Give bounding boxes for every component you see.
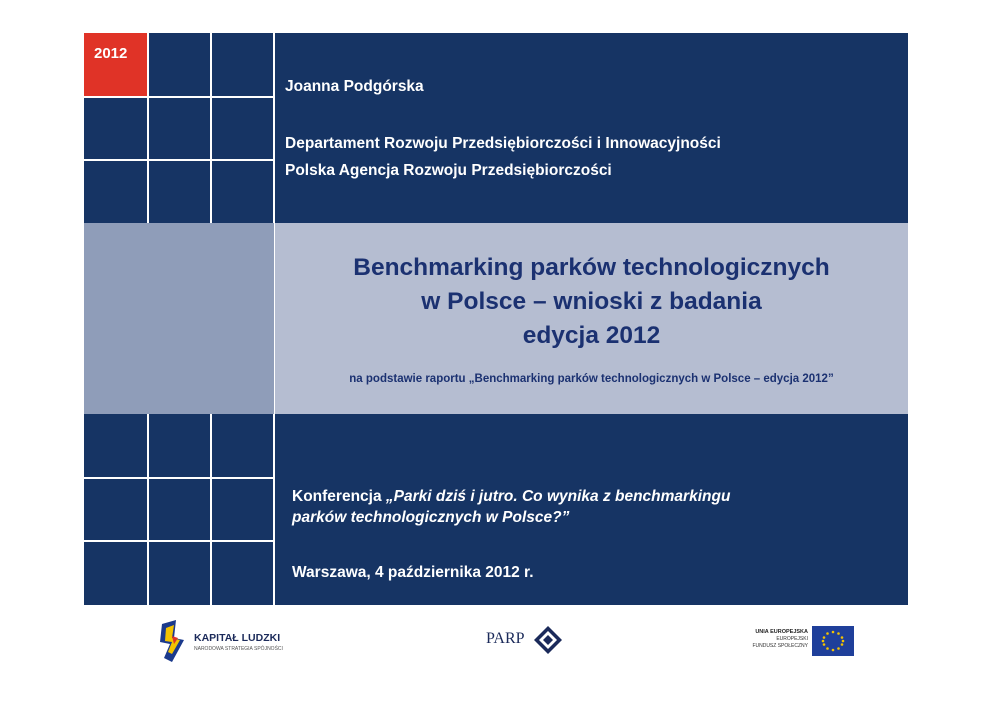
eu-line-1: UNIA EUROPEJSKA — [755, 629, 808, 635]
conference-prefix: Konferencja — [292, 488, 386, 505]
department — [285, 130, 721, 184]
title-line-2: w Polsce – wnioski z badania — [421, 288, 762, 315]
parp-logo — [486, 626, 566, 660]
place-and-date: Warszawa, 4 października 2012 r. — [292, 564, 534, 581]
title-slide — [84, 33, 908, 605]
presentation-title — [275, 251, 908, 353]
eu-flag-icon — [812, 626, 854, 656]
eu-logo — [744, 626, 854, 660]
title-line-3: edycja 2012 — [522, 322, 661, 349]
kapital-ludzki-subtitle: NARODOWA STRATEGIA SPÓJNOŚCI — [194, 646, 283, 652]
eu-text — [752, 629, 808, 650]
presentation-subtitle: na podstawie raportu „Benchmarking parków technologicznych w Polsce – edycja 2012” — [349, 373, 834, 385]
kapital-ludzki-name: KAPITAŁ LUDZKI — [194, 632, 281, 644]
logo-strip — [0, 618, 992, 668]
eu-line-3: FUNDUSZ SPOŁECZNY — [752, 643, 808, 649]
grid-line — [147, 414, 149, 605]
year-label: 2012 — [94, 45, 128, 62]
grid-line — [147, 33, 149, 223]
eu-line-2: EUROPEJSKI — [776, 636, 808, 642]
grid-line — [84, 159, 274, 161]
grid-line — [210, 414, 212, 605]
year-badge — [84, 33, 147, 96]
author-name: Joanna Podgórska — [285, 78, 424, 95]
band-left-block — [84, 223, 274, 414]
conference-info — [292, 486, 730, 528]
grid-line — [84, 477, 274, 479]
grid-line — [84, 96, 274, 98]
conference-title-line-2: parków technologicznych w Polsce?” — [292, 509, 570, 526]
kapital-ludzki-logo — [160, 618, 300, 666]
department-line-1: Departament Rozwoju Przedsiębiorczości i Innowacyjności — [285, 135, 721, 152]
parp-diamond-icon — [534, 626, 562, 654]
parp-name: PARP — [486, 630, 525, 647]
grid-line — [84, 540, 274, 542]
title-line-1: Benchmarking parków technologicznych — [353, 254, 830, 281]
grid-line — [210, 33, 212, 223]
kapital-ludzki-star-icon — [160, 618, 188, 664]
department-line-2: Polska Agencja Rozwoju Przedsiębiorczości — [285, 162, 612, 179]
conference-title-line-1: „Parki dziś i jutro. Co wynika z benchmarkingu — [385, 488, 731, 505]
